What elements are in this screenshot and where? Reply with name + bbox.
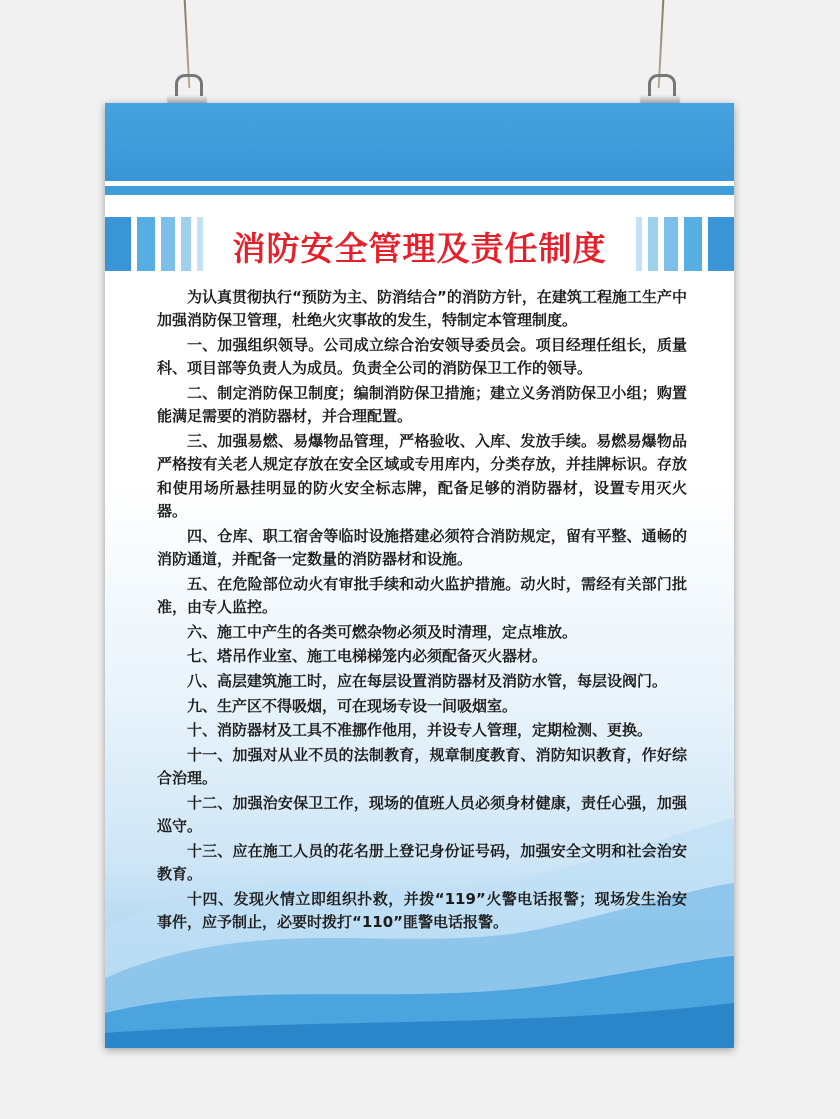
poster	[105, 103, 734, 1048]
paragraph-4: 四、仓库、职工宿舍等临时设施搭建必须符合消防规定，留有平整、通畅的消防通道，并配备一定数量的消防器材和设施。	[157, 526, 687, 569]
paragraph-5: 五、在危险部位动火有审批手续和动火监护措施。动火时，需经有关部门批准，由专人监控。	[157, 574, 687, 617]
paragraph-intro: 为认真贯彻执行“预防为主、防消结合”的消防方针，在建筑工程施工生产中加强消防保卫管理，杜绝火灾事故的发生，特制定本管理制度。	[157, 288, 687, 330]
paragraph-7: 七、塔吊作业室、施工电梯梯笼内必须配备灭火器材。	[187, 647, 548, 666]
paragraph-1: 一、加强组织领导。公司成立综合治安领导委员会。项目经理任组长，质量科、项目部等负责人为成员。负责全公司的消防保卫工作的领导。	[157, 336, 687, 378]
paragraph-10: 十、消防器材及工具不准挪作他用，并设专人管理，定期检测、更换。	[187, 721, 653, 740]
paragraph-11: 十一、加强对从业不员的法制教育，规章制度教育、消防知识教育，作好综合治理。	[157, 745, 687, 788]
regulation-text	[157, 286, 687, 936]
poster-title: 消防安全管理及责任制度	[232, 229, 607, 268]
paragraph-3: 三、加强易燃、易爆物品管理，严格验收、入库、发放手续。易燃易爆物品严格按有关老人规定存放在安全区域或专用库内，分类存放，并挂牌标识。存放和使用场所悬挂明显的防火安全标志牌，配备足够的消防器材，设置专用灭火器。	[157, 432, 687, 521]
header-rule	[105, 186, 734, 195]
paragraph-12: 十二、加强治安保卫工作，现场的值班人员必须身材健康，责任心强，加强巡守。	[157, 793, 687, 836]
paragraph-2: 二、制定消防保卫制度；编制消防保卫措施；建立义务消防保卫小组；购置能满足需要的消防器材，并合理配置。	[157, 384, 687, 426]
paragraph-6: 六、施工中产生的各类可燃杂物必须及时清理，定点堆放。	[187, 622, 578, 641]
paragraph-14: 十四、发现火情立即组织扑救，并拨“119”火警电话报警；现场发生治安事件，应予制止，必要时拨打“110”匪警电话报警。	[157, 889, 687, 932]
header-band	[105, 103, 734, 181]
paragraph-9: 九、生产区不得吸烟，可在现场专设一间吸烟室。	[187, 696, 518, 715]
paragraph-13: 十三、应在施工人员的花名册上登记身份证号码，加强安全文明和社会治安教育。	[157, 841, 687, 884]
paragraph-8: 八、高层建筑施工时，应在每层设置消防器材及消防水管，每层设阀门。	[187, 672, 668, 690]
